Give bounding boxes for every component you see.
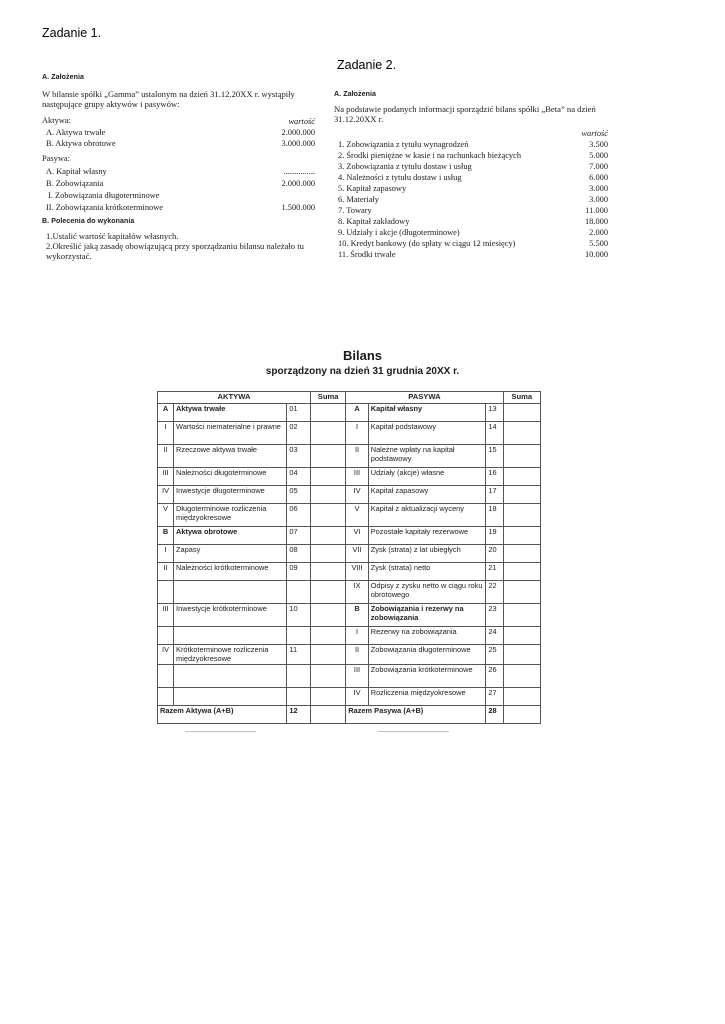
task1-pasywa-label: Pasywa: [42, 154, 70, 163]
pasywa-number: 18 [486, 504, 503, 527]
pasywa-sum-cell [503, 527, 541, 545]
task1-section-b: B. Polecenia do wykonania [42, 218, 135, 225]
aktywa-label [174, 627, 287, 645]
aktywa-label: Inwestycje długoterminowe [174, 486, 287, 504]
aktywa-label: Krótkoterminowe rozliczenia międzyokresowe [174, 645, 287, 665]
pasywa-code: II [346, 445, 368, 468]
task1-aktywa-1-value: 3.000.000 [281, 139, 315, 148]
task2-item-value: 2.000 [589, 228, 608, 237]
aktywa-label: Należności długoterminowe [174, 468, 287, 486]
task1-aktywa-label: Aktywa: [42, 116, 71, 125]
task1-heading: Zadanie 1. [42, 26, 102, 40]
aktywa-sum-cell [310, 688, 345, 706]
pasywa-number: 15 [486, 445, 503, 468]
task1-instruction-2: 2.Określić jaką zasadę obowiązującą przy sporządzaniu bilansu należało tu wykorzystać. [46, 241, 304, 261]
task2-item-label: 3. Zobowiązania z tytułu dostaw i usług [338, 162, 472, 171]
pasywa-label: Zysk (strata) z lat ubiegłych [368, 545, 486, 563]
bilans-row [158, 545, 541, 563]
total-pasywa-number: 28 [486, 706, 503, 724]
pasywa-label: Zobowiązania krótkoterminowe [368, 665, 486, 688]
pasywa-code: IX [346, 581, 368, 604]
pasywa-number: 16 [486, 468, 503, 486]
pasywa-code: VIII [346, 563, 368, 581]
aktywa-label: Aktywa trwałe [174, 404, 287, 422]
aktywa-sum-cell [310, 627, 345, 645]
aktywa-code [158, 688, 174, 706]
task2-item-label: 1. Zobowiązania z tytułu wynagrodzeń [338, 140, 469, 149]
task1-pasywa-2-label: I. Zobowiązania długoterminowe [48, 191, 160, 200]
aktywa-number: 01 [287, 404, 311, 422]
pasywa-label: Zobowiązania długoterminowe [368, 645, 486, 665]
aktywa-code: B [158, 527, 174, 545]
aktywa-sum-cell [310, 422, 345, 445]
aktywa-sum-cell [310, 468, 345, 486]
pasywa-sum-cell [503, 581, 541, 604]
pasywa-code: IV [346, 688, 368, 706]
aktywa-label: Wartości niematerialne i prawne [174, 422, 287, 445]
pasywa-sum-cell [503, 422, 541, 445]
header-pasywa: PASYWA [346, 392, 503, 404]
pasywa-number: 27 [486, 688, 503, 706]
aktywa-label [174, 688, 287, 706]
pasywa-code: III [346, 468, 368, 486]
pasywa-sum-cell [503, 665, 541, 688]
aktywa-sum-cell [310, 563, 345, 581]
pasywa-label: Odpisy z zysku netto w ciągu roku obrotowego [368, 581, 486, 604]
pasywa-sum-cell [503, 404, 541, 422]
task2-item-label: 5. Kapitał zapasowy [338, 184, 407, 193]
pasywa-sum-cell [503, 468, 541, 486]
pasywa-sum-cell [503, 545, 541, 563]
aktywa-number: 02 [287, 422, 311, 445]
task1-section-a: A. Założenia [42, 74, 85, 81]
task2-heading: Zadanie 2. [337, 58, 397, 72]
pasywa-sum-cell [503, 445, 541, 468]
signature-line-right: ....................................................................... [378, 728, 449, 734]
aktywa-sum-cell [310, 665, 345, 688]
aktywa-number: 11 [287, 645, 311, 665]
task2-item-value: 10.000 [584, 250, 608, 259]
bilans-row [158, 627, 541, 645]
task1-pasywa-3-label: II. Zobowiązania krótkoterminowe [46, 203, 163, 212]
task1-pasywa-1-value: 2.000.000 [281, 179, 315, 188]
bilans-row [158, 645, 541, 665]
total-aktywa-sum [310, 706, 345, 724]
total-pasywa-label: Razem Pasywa (A+B) [346, 706, 486, 724]
aktywa-label [174, 665, 287, 688]
aktywa-code: A [158, 404, 174, 422]
pasywa-code: A [346, 404, 368, 422]
bilans-row [158, 468, 541, 486]
task2-item-label: 2. Środki pieniężne w kasie i na rachunkach bieżących [338, 151, 522, 160]
aktywa-label: Należności krótkoterminowe [174, 563, 287, 581]
aktywa-label: Zapasy [174, 545, 287, 563]
pasywa-label: Rozliczenia międzyokresowe [368, 688, 486, 706]
pasywa-number: 21 [486, 563, 503, 581]
aktywa-label: Aktywa obrotowe [174, 527, 287, 545]
aktywa-code: I [158, 422, 174, 445]
task1-aktywa-1-label: B. Aktywa obrotowe [46, 139, 116, 148]
task2-item-value: 18.000 [584, 217, 608, 226]
aktywa-code: III [158, 604, 174, 627]
aktywa-sum-cell [310, 645, 345, 665]
header-aktywa: AKTYWA [158, 392, 311, 404]
aktywa-number: 10 [287, 604, 311, 627]
pasywa-code: V [346, 504, 368, 527]
task2-item-value: 5.500 [589, 239, 608, 248]
aktywa-code [158, 627, 174, 645]
pasywa-label: Kapitał zapasowy [368, 486, 486, 504]
aktywa-label: Rzeczowe aktywa trwałe [174, 445, 287, 468]
aktywa-code: III [158, 468, 174, 486]
total-aktywa-label: Razem Aktywa (A+B) [158, 706, 287, 724]
pasywa-number: 20 [486, 545, 503, 563]
aktywa-number [287, 665, 311, 688]
pasywa-sum-cell [503, 563, 541, 581]
signature-line-left: ....................................................................... [185, 728, 256, 734]
bilans-header-row [158, 392, 541, 404]
aktywa-number: 08 [287, 545, 311, 563]
aktywa-sum-cell [310, 604, 345, 627]
aktywa-code [158, 665, 174, 688]
pasywa-code: VI [346, 527, 368, 545]
pasywa-number: 24 [486, 627, 503, 645]
task2-item-label: 11. Środki trwałe [338, 250, 396, 259]
pasywa-label: Udziały (akcje) własne [368, 468, 486, 486]
pasywa-label: Kapitał podstawowy [368, 422, 486, 445]
pasywa-label: Pozostałe kapitały rezerwowe [368, 527, 486, 545]
aktywa-number: 09 [287, 563, 311, 581]
pasywa-code: I [346, 627, 368, 645]
task1-pasywa-0-value: ............... [283, 167, 315, 176]
aktywa-number [287, 581, 311, 604]
task1-pasywa-1-label: B. Zobowiązania [46, 179, 104, 188]
aktywa-number: 06 [287, 504, 311, 527]
aktywa-label [174, 581, 287, 604]
task2-item-value: 7.000 [589, 162, 608, 171]
task2-item-value: 11.000 [585, 206, 608, 215]
aktywa-sum-cell [310, 581, 345, 604]
aktywa-number: 05 [287, 486, 311, 504]
aktywa-sum-cell [310, 404, 345, 422]
aktywa-code: I [158, 545, 174, 563]
task2-item-value: 3.000 [589, 195, 608, 204]
pasywa-label: Rezerwy na zobowiązania [368, 627, 486, 645]
pasywa-number: 23 [486, 604, 503, 627]
pasywa-number: 25 [486, 645, 503, 665]
aktywa-code: V [158, 504, 174, 527]
task1-aktywa-0-label: A. Aktywa trwałe [46, 128, 106, 137]
task1-intro: W bilansie spółki „Gamma” ustalonym na dzień 31.12.20XX r. wystąpiły następujące grupy aktywów i pasywów: [42, 89, 295, 109]
aktywa-label: Długoterminowe rozliczenia międzyokresowe [174, 504, 287, 527]
aktywa-sum-cell [310, 504, 345, 527]
pasywa-sum-cell [503, 645, 541, 665]
task2-item-label: 7. Towary [338, 206, 372, 215]
aktywa-code: IV [158, 645, 174, 665]
task1-value-header: wartość [288, 117, 315, 126]
aktywa-sum-cell [310, 527, 345, 545]
pasywa-code: I [346, 422, 368, 445]
pasywa-label: Zobowiązania i rezerwy na zobowiązania [368, 604, 486, 627]
pasywa-code: IV [346, 486, 368, 504]
bilans-row [158, 445, 541, 468]
pasywa-label: Kapitał własny [368, 404, 486, 422]
pasywa-code: III [346, 665, 368, 688]
aktywa-code: II [158, 445, 174, 468]
aktywa-number [287, 627, 311, 645]
bilans-row [158, 486, 541, 504]
aktywa-label: Inwestycje krótkoterminowe [174, 604, 287, 627]
task1-pasywa-0-label: A. Kapitał własny [46, 167, 107, 176]
aktywa-number: 03 [287, 445, 311, 468]
pasywa-code: II [346, 645, 368, 665]
bilans-row [158, 422, 541, 445]
task2-intro: Na podstawie podanych informacji sporządzić bilans spółki „Beta” na dzień 31.12.20XX r. [334, 104, 596, 124]
aktywa-code: IV [158, 486, 174, 504]
total-pasywa-sum [503, 706, 541, 724]
bilans-title: Bilans [342, 348, 382, 363]
bilans-row [158, 563, 541, 581]
pasywa-sum-cell [503, 604, 541, 627]
pasywa-code: B [346, 604, 368, 627]
aktywa-sum-cell [310, 445, 345, 468]
bilans-row [158, 665, 541, 688]
pasywa-label: Zysk (strata) netto [368, 563, 486, 581]
bilans-table [157, 391, 541, 724]
bilans-total-row [158, 706, 541, 724]
aktywa-number [287, 688, 311, 706]
aktywa-sum-cell [310, 486, 345, 504]
pasywa-number: 22 [486, 581, 503, 604]
pasywa-number: 26 [486, 665, 503, 688]
pasywa-sum-cell [503, 486, 541, 504]
bilans-subtitle: sporządzony na dzień 31 grudnia 20XX r. [265, 366, 460, 377]
aktywa-code: II [158, 563, 174, 581]
task2-item-value: 3.000 [589, 184, 608, 193]
task2-item-label: 8. Kapitał zakładowy [338, 217, 410, 226]
pasywa-number: 19 [486, 527, 503, 545]
aktywa-number: 07 [287, 527, 311, 545]
task2-section-a: A. Założenia [334, 91, 377, 98]
bilans-row [158, 504, 541, 527]
header-suma-left: Suma [310, 392, 345, 404]
aktywa-sum-cell [310, 545, 345, 563]
bilans-row [158, 688, 541, 706]
pasywa-number: 14 [486, 422, 503, 445]
bilans-row [158, 604, 541, 627]
pasywa-sum-cell [503, 627, 541, 645]
task2-item-label: 9. Udziały i akcje (długoterminowe) [338, 228, 460, 237]
aktywa-number: 04 [287, 468, 311, 486]
pasywa-number: 17 [486, 486, 503, 504]
task2-item-label: 6. Materiały [338, 195, 379, 204]
task2-item-value: 6.000 [589, 173, 608, 182]
task1-pasywa-3-value: 1.500.000 [281, 203, 315, 212]
pasywa-code: VII [346, 545, 368, 563]
pasywa-sum-cell [503, 504, 541, 527]
bilans-row [158, 404, 541, 422]
task2-item-value: 5.000 [589, 151, 608, 160]
bilans-row [158, 527, 541, 545]
pasywa-label: Należne wpłaty na kapitał podstawowy [368, 445, 486, 468]
task1-aktywa-0-value: 2.000.000 [281, 128, 315, 137]
header-suma-right: Suma [503, 392, 541, 404]
pasywa-label: Kapitał z aktualizacji wyceny [368, 504, 486, 527]
total-aktywa-number: 12 [287, 706, 311, 724]
task1-instruction-1: 1.Ustalić wartość kapitałów własnych. [46, 231, 179, 241]
task2-item-label: 4. Należności z tytułu dostaw i usług [338, 173, 462, 182]
bilans-row [158, 581, 541, 604]
task2-item-label: 10. Kredyt bankowy (do spłaty w ciągu 12 miesięcy) [338, 239, 516, 248]
aktywa-code [158, 581, 174, 604]
pasywa-sum-cell [503, 688, 541, 706]
task2-value-header: wartość [581, 129, 608, 138]
pasywa-number: 13 [486, 404, 503, 422]
task2-item-value: 3.500 [589, 140, 608, 149]
